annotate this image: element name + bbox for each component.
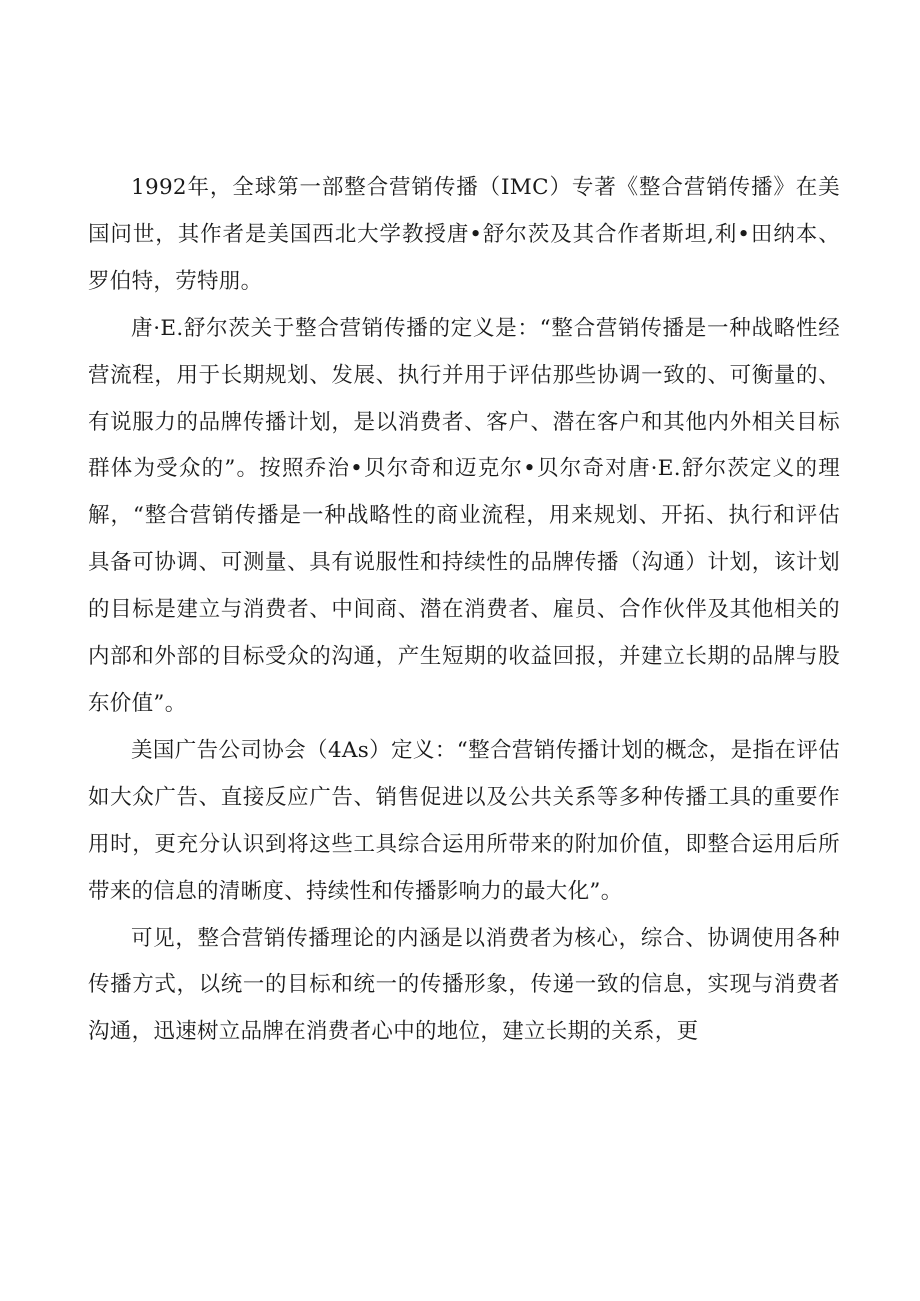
paragraph-imc-origin: 1992年，全球第一部整合营销传播（IMC）专著《整合营销传播》在美国问世，其作者是美国西北大学教授唐•舒尔茨及其合作者斯坦,利•田纳本、罗伯特，劳特朋。 xyxy=(88,175,840,294)
paragraph-schultz-definition: 唐·E.舒尔茨关于整合营销传播的定义是：“整合营销传播是一种战略性经营流程，用于长期规划、发展、执行并用于评估那些协调一致的、可衡量的、有说服力的品牌传播计划，是以消费者、客户、潜在客户和其他内外相关目标群体为受众的”。按照乔治•贝尔奇和迈克尔•贝尔奇对唐·E.舒尔茨定义的理解，“整合营销传播是一种战略性的商业流程，用来规划、开拓、执行和评估具备可协调、可测量、具有说服性和持续性的品牌传播（沟通）计划，该计划的目标是建立与消费者、中间商、潜在消费者、雇员、合作伙伴及其他相关的内部和外部的目标受众的沟通，产生短期的收益回报，并建立长期的品牌与股东价值”。 xyxy=(88,315,840,716)
document-body xyxy=(88,165,840,1056)
paragraph-imc-connotation: 可见，整合营销传播理论的内涵是以消费者为核心，综合、协调使用各种传播方式，以统一的目标和统一的传播形象，传递一致的信息，实现与消费者沟通，迅速树立品牌在消费者心中的地位，建立长期的关系，更 xyxy=(88,925,840,1045)
paragraph-4as-definition: 美国广告公司协会（4As）定义：“整合营销传播计划的概念，是指在评估如大众广告、直接反应广告、销售促进以及公共关系等多种传播工具的重要作用时，更充分认识到将这些工具综合运用所带来的附加价值，即整合运用后所带来的信息的清晰度、持续性和传播影响力的最大化”。 xyxy=(88,737,840,904)
